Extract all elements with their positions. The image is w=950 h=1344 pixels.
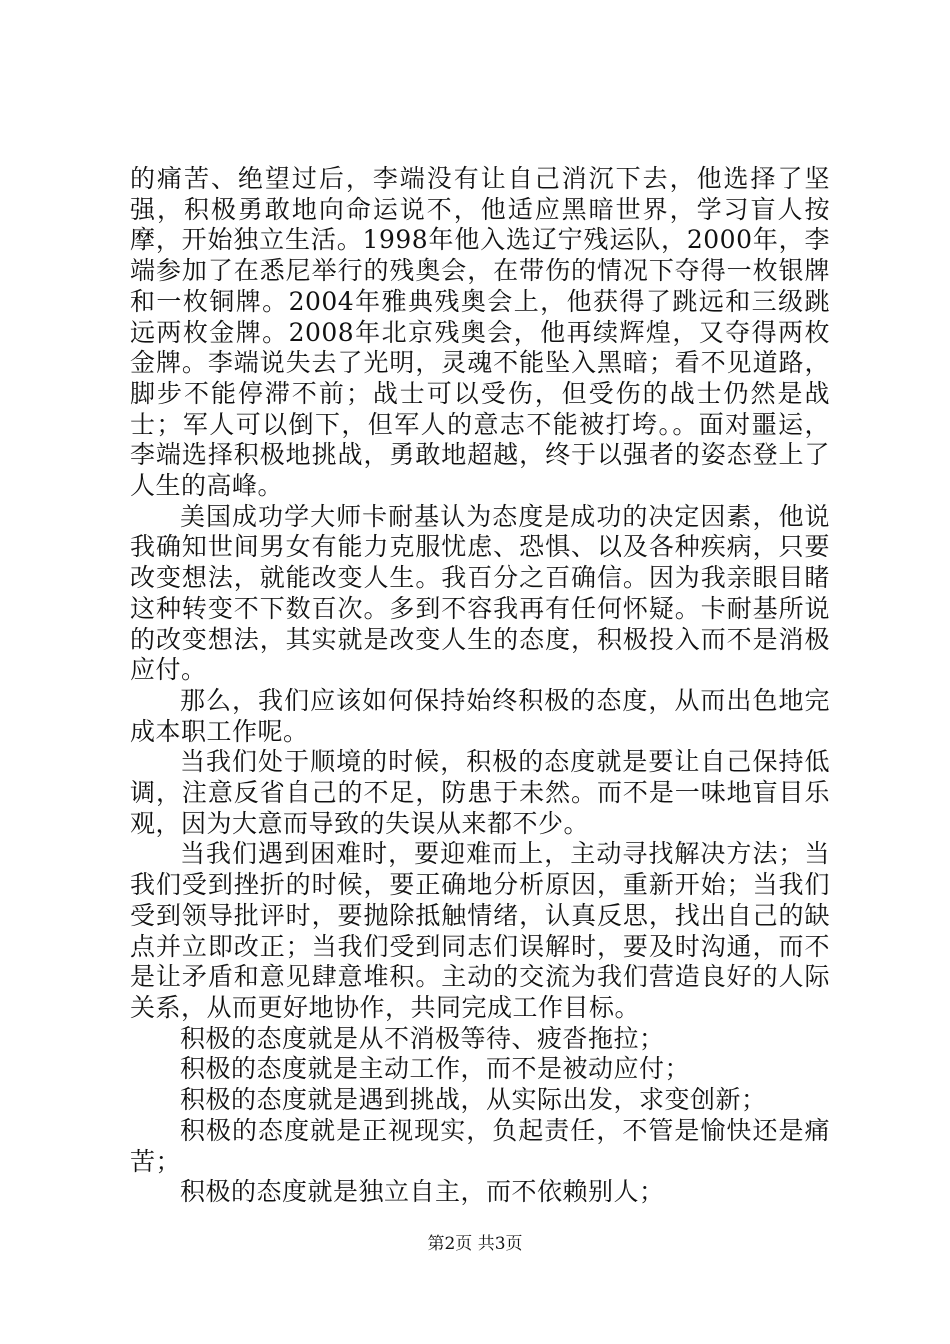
document-body xyxy=(130,164,830,1208)
paragraph: 的痛苦、绝望过后，李端没有让自己消沉下去，他选择了坚强，积极勇敢地向命运说不，他适应黑暗世界，学习盲人按摩，开始独立生活。1998年他入选辽宁残运队，2000年，李端参加了在悉尼举行的残奥会，在带伤的情况下夺得一枚银牌和一枚铜牌。2004年雅典残奥会上，他获得了跳远和三级跳远两枚金牌。2008年北京残奥会，他再续辉煌，又夺得两枚金牌。李端说失去了光明，灵魂不能坠入黑暗；看不见道路，脚步不能停滞不前；战士可以受伤，但受伤的战士仍然是战士；军人可以倒下，但军人的意志不能被打垮。。面对噩运，李端选择积极地挑战，勇敢地超越，终于以强者的姿态登上了人生的高峰。 xyxy=(130,164,830,501)
paragraph: 积极的态度就是从不消极等待、疲沓拖拉； xyxy=(180,1023,665,1053)
paragraph: 当我们处于顺境的时候，积极的态度就是要让自己保持低调，注意反省自己的不足，防患于未然。而不是一味地盲目乐观，因为大意而导致的失误从来都不少。 xyxy=(130,747,830,838)
paragraph: 积极的态度就是主动工作，而不是被动应付； xyxy=(180,1054,691,1084)
paragraph: 美国成功学大师卡耐基认为态度是成功的决定因素，他说我确知世间男女有能力克服忧虑、恐惧、以及各种疾病，只要改变想法，就能改变人生。我百分之百确信。因为我亲眼目睹这种转变不下数百次。多到不容我再有任何怀疑。卡耐基所说的改变想法，其实就是改变人生的态度，积极投入而不是消极应付。 xyxy=(130,501,830,685)
paragraph: 那么，我们应该如何保持始终积极的态度，从而出色地完成本职工作呢。 xyxy=(130,685,830,746)
paragraph: 积极的态度就是独立自主，而不依赖别人； xyxy=(180,1177,665,1207)
paragraph: 当我们遇到困难时，要迎难而上，主动寻找解决方法；当我们受到挫折的时候，要正确地分析原因，重新开始；当我们受到领导批评时，要抛除抵触情绪，认真反思，找出自己的缺点并立即改正；当我们受到同志们误解时，要及时沟通，而不是让矛盾和意见肆意堆积。主动的交流为我们营造良好的人际关系，从而更好地协作，共同完成工作目标。 xyxy=(130,839,830,1022)
paragraph: 积极的态度就是遇到挑战，从实际出发，求变创新； xyxy=(180,1085,767,1115)
page-footer xyxy=(0,1233,950,1255)
page-number-label: 第2页 共3页 xyxy=(427,1234,523,1254)
paragraph: 积极的态度就是正视现实，负起责任，不管是愉快还是痛苦； xyxy=(130,1115,830,1176)
